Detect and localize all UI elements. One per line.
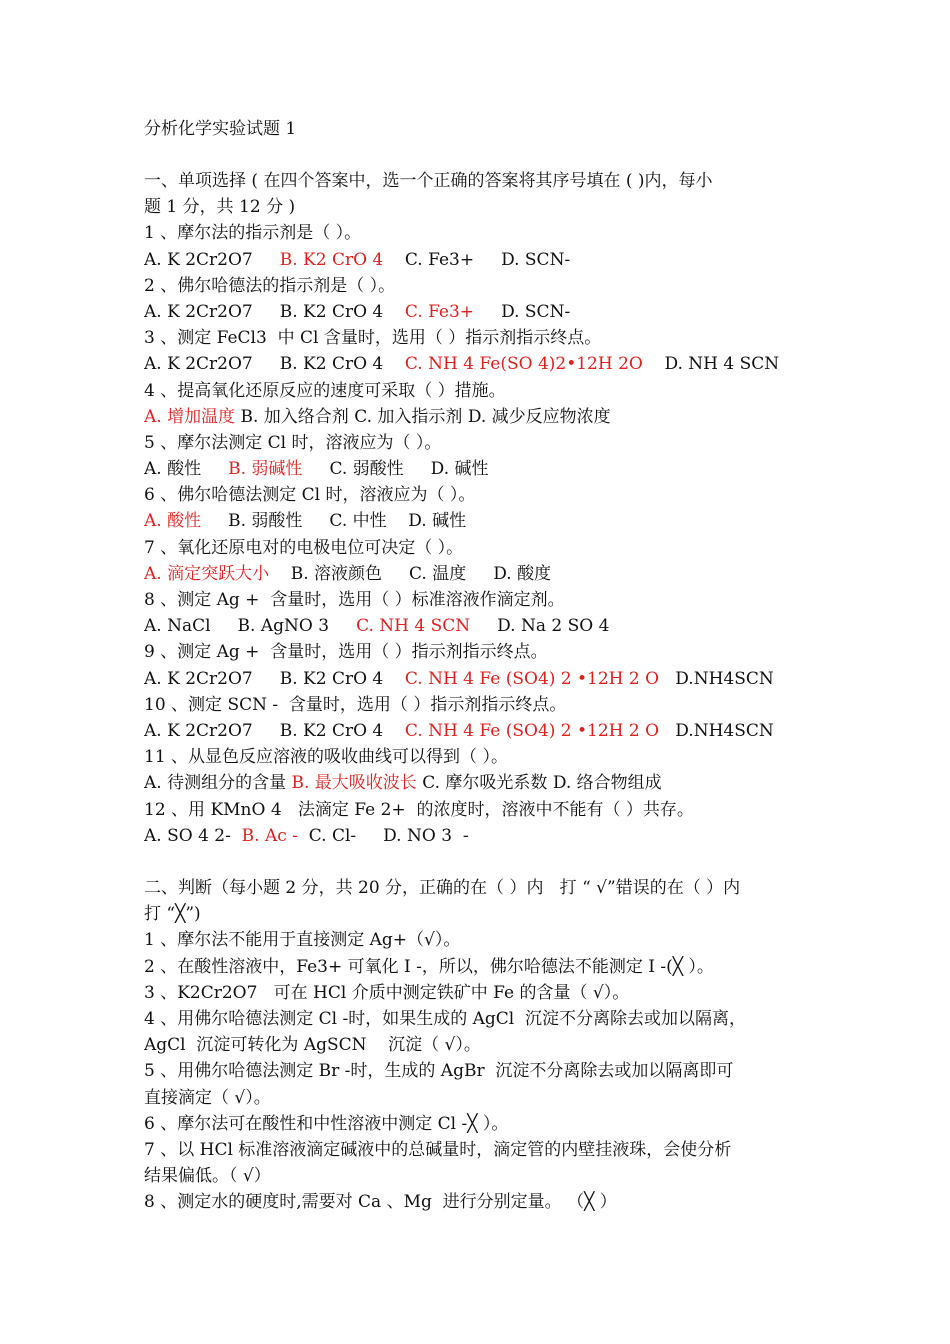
page-title: 分析化学实验试题 1: [144, 119, 297, 139]
option-text: B. 弱酸性 C. 中性 D. 碱性: [201, 511, 467, 532]
correct-answer: C. Fe3+: [404, 301, 475, 322]
correct-answer: A. 酸性: [144, 511, 202, 532]
option-text: A. SO 4 2-: [144, 825, 242, 846]
question-12: 12 、用 KMnO 4 法滴定 Fe 2+ 的浓度时，溶液中不能有（ ）共存。: [144, 799, 694, 820]
judgement-line: 1 、摩尔法不能用于直接测定 Ag+（√）。: [144, 930, 461, 951]
options-10: [144, 718, 814, 744]
option-text: A. K 2Cr2O7 B. K2 CrO 4: [144, 354, 405, 375]
option-text: C. 摩尔吸光系数 D. 络合物组成: [416, 773, 662, 794]
question-10: 10 、测定 SCN - 含量时，选用（ ）指示剂指示终点。: [144, 694, 567, 715]
correct-answer: C. NH 4 SCN: [356, 616, 471, 637]
judgement-line: 6 、摩尔法可在酸性和中性溶液中测定 Cl -╳ ）。: [144, 1113, 509, 1134]
question-4: 4 、提高氧化还原反应的速度可采取（ ）措施。: [144, 380, 506, 401]
option-text: D. NH 4 SCN: [642, 354, 780, 375]
section2-heading-cont: 打 “╳”): [144, 904, 201, 925]
option-text: A. NaCl B. AgNO 3: [144, 616, 357, 637]
correct-answer: C. NH 4 Fe (SO4) 2 •12H 2 O: [404, 668, 660, 689]
options-3: [144, 351, 814, 377]
correct-answer: C. NH 4 Fe(SO 4)2•12H 2O: [404, 354, 643, 375]
exam-page: [144, 116, 814, 1216]
judgement-line: 8 、测定水的硬度时,需要对 Ca 、Mg 进行分别定量。 （╳ ）: [144, 1192, 617, 1213]
judgement-line: 结果偏低。（ √）: [144, 1166, 271, 1187]
options-2: [144, 299, 814, 325]
option-text: A. K 2Cr2O7 B. K2 CrO 4: [144, 668, 405, 689]
judgement-line: 5 、用佛尔哈德法测定 Br -时，生成的 AgBr 沉淀不分离除去或加以隔离即可: [144, 1061, 734, 1082]
question-9: 9 、测定 Ag + 含量时，选用（ ）指示剂指示终点。: [144, 642, 548, 663]
question-7: 7 、氧化还原电对的电极电位可决定（ ）。: [144, 537, 464, 558]
question-2: 2 、佛尔哈德法的指示剂是（ ）。: [144, 275, 396, 296]
option-text: A. 酸性: [144, 459, 229, 480]
correct-answer: B. Ac -: [241, 825, 298, 846]
option-text: A. K 2Cr2O7 B. K2 CrO 4: [144, 720, 405, 741]
options-12: [144, 823, 814, 849]
question-6: 6 、佛尔哈德法测定 Cl 时，溶液应为（ ）。: [144, 485, 476, 506]
question-1: 1 、摩尔法的指示剂是（ ）。: [144, 223, 362, 244]
option-text: D. SCN-: [474, 301, 571, 322]
section1-heading: 一、单项选择 ( 在四个答案中，选一个正确的答案将其序号填在 ( )内，每小: [144, 171, 713, 191]
correct-answer: A. 滴定突跃大小: [144, 563, 270, 584]
option-text: A. 待测组分的含量: [144, 773, 292, 794]
judgement-line: 4 、用佛尔哈德法测定 Cl -时，如果生成的 AgCl 沉淀不分离除去或加以隔离，: [144, 1009, 747, 1029]
judgement-line: AgCl 沉淀可转化为 AgSCN 沉淀（ √）。: [144, 1035, 481, 1056]
question-8: 8 、测定 Ag + 含量时，选用（ ）标准溶液作滴定剂。: [144, 590, 565, 610]
option-text: D.NH4SCN: [659, 668, 774, 689]
question-11: 11 、从显色反应溶液的吸收曲线可以得到（ ）。: [144, 747, 508, 768]
correct-answer: A. 增加温度: [144, 406, 236, 427]
section-spacer: [144, 849, 814, 875]
correct-answer: B. 最大吸收波长: [291, 773, 417, 794]
correct-answer: B. 弱碱性: [228, 459, 303, 480]
section1-heading-cont: 题 1 分，共 12 分 ): [144, 197, 296, 218]
option-text: B. 加入络合剂 C. 加入指示剂 D. 减少反应物浓度: [235, 406, 611, 427]
correct-answer: B. K2 CrO 4: [279, 249, 384, 270]
option-text: D.NH4SCN: [659, 720, 774, 741]
question-5: 5 、摩尔法测定 Cl 时，溶液应为（ ）。: [144, 432, 442, 453]
options-5: [144, 456, 814, 482]
option-text: D. Na 2 SO 4: [470, 616, 610, 637]
option-text: A. K 2Cr2O7 B. K2 CrO 4: [144, 301, 405, 322]
options-6: [144, 508, 814, 534]
section2-heading: 二、判断（每小题 2 分，共 20 分，正确的在（ ）内 打 “ √”错误的在（ ）内: [144, 878, 741, 899]
option-text: C. 弱酸性 D. 碱性: [302, 459, 489, 480]
options-8: [144, 613, 814, 639]
option-text: B. 溶液颜色 C. 温度 D. 酸度: [269, 563, 552, 584]
judgement-line: 2 、在酸性溶液中，Fe3+ 可氧化 I -，所以，佛尔哈德法不能测定 I -(╳ ）。: [144, 956, 714, 977]
correct-answer: C. NH 4 Fe (SO4) 2 •12H 2 O: [404, 720, 660, 741]
option-text: C. Cl- D. NO 3 -: [297, 825, 469, 846]
options-1: [144, 247, 814, 273]
question-3: 3 、测定 FeCl3 中 Cl 含量时，选用（ ）指示剂指示终点。: [144, 328, 602, 349]
option-text: C. Fe3+ D. SCN-: [383, 249, 571, 270]
judgement-line: 3 、K2Cr2O7 可在 HCl 介质中测定铁矿中 Fe 的含量（ √）。: [144, 982, 630, 1003]
option-text: A. K 2Cr2O7: [144, 249, 280, 270]
options-9: [144, 666, 814, 692]
options-4: [144, 404, 814, 430]
judgement-line: 直接滴定（ √）。: [144, 1087, 271, 1108]
options-11: [144, 770, 814, 796]
options-7: [144, 561, 814, 587]
judgement-line: 7 、以 HCl 标准溶液滴定碱液中的总碱量时，滴定管的内壁挂液珠，会使分析: [144, 1139, 732, 1160]
